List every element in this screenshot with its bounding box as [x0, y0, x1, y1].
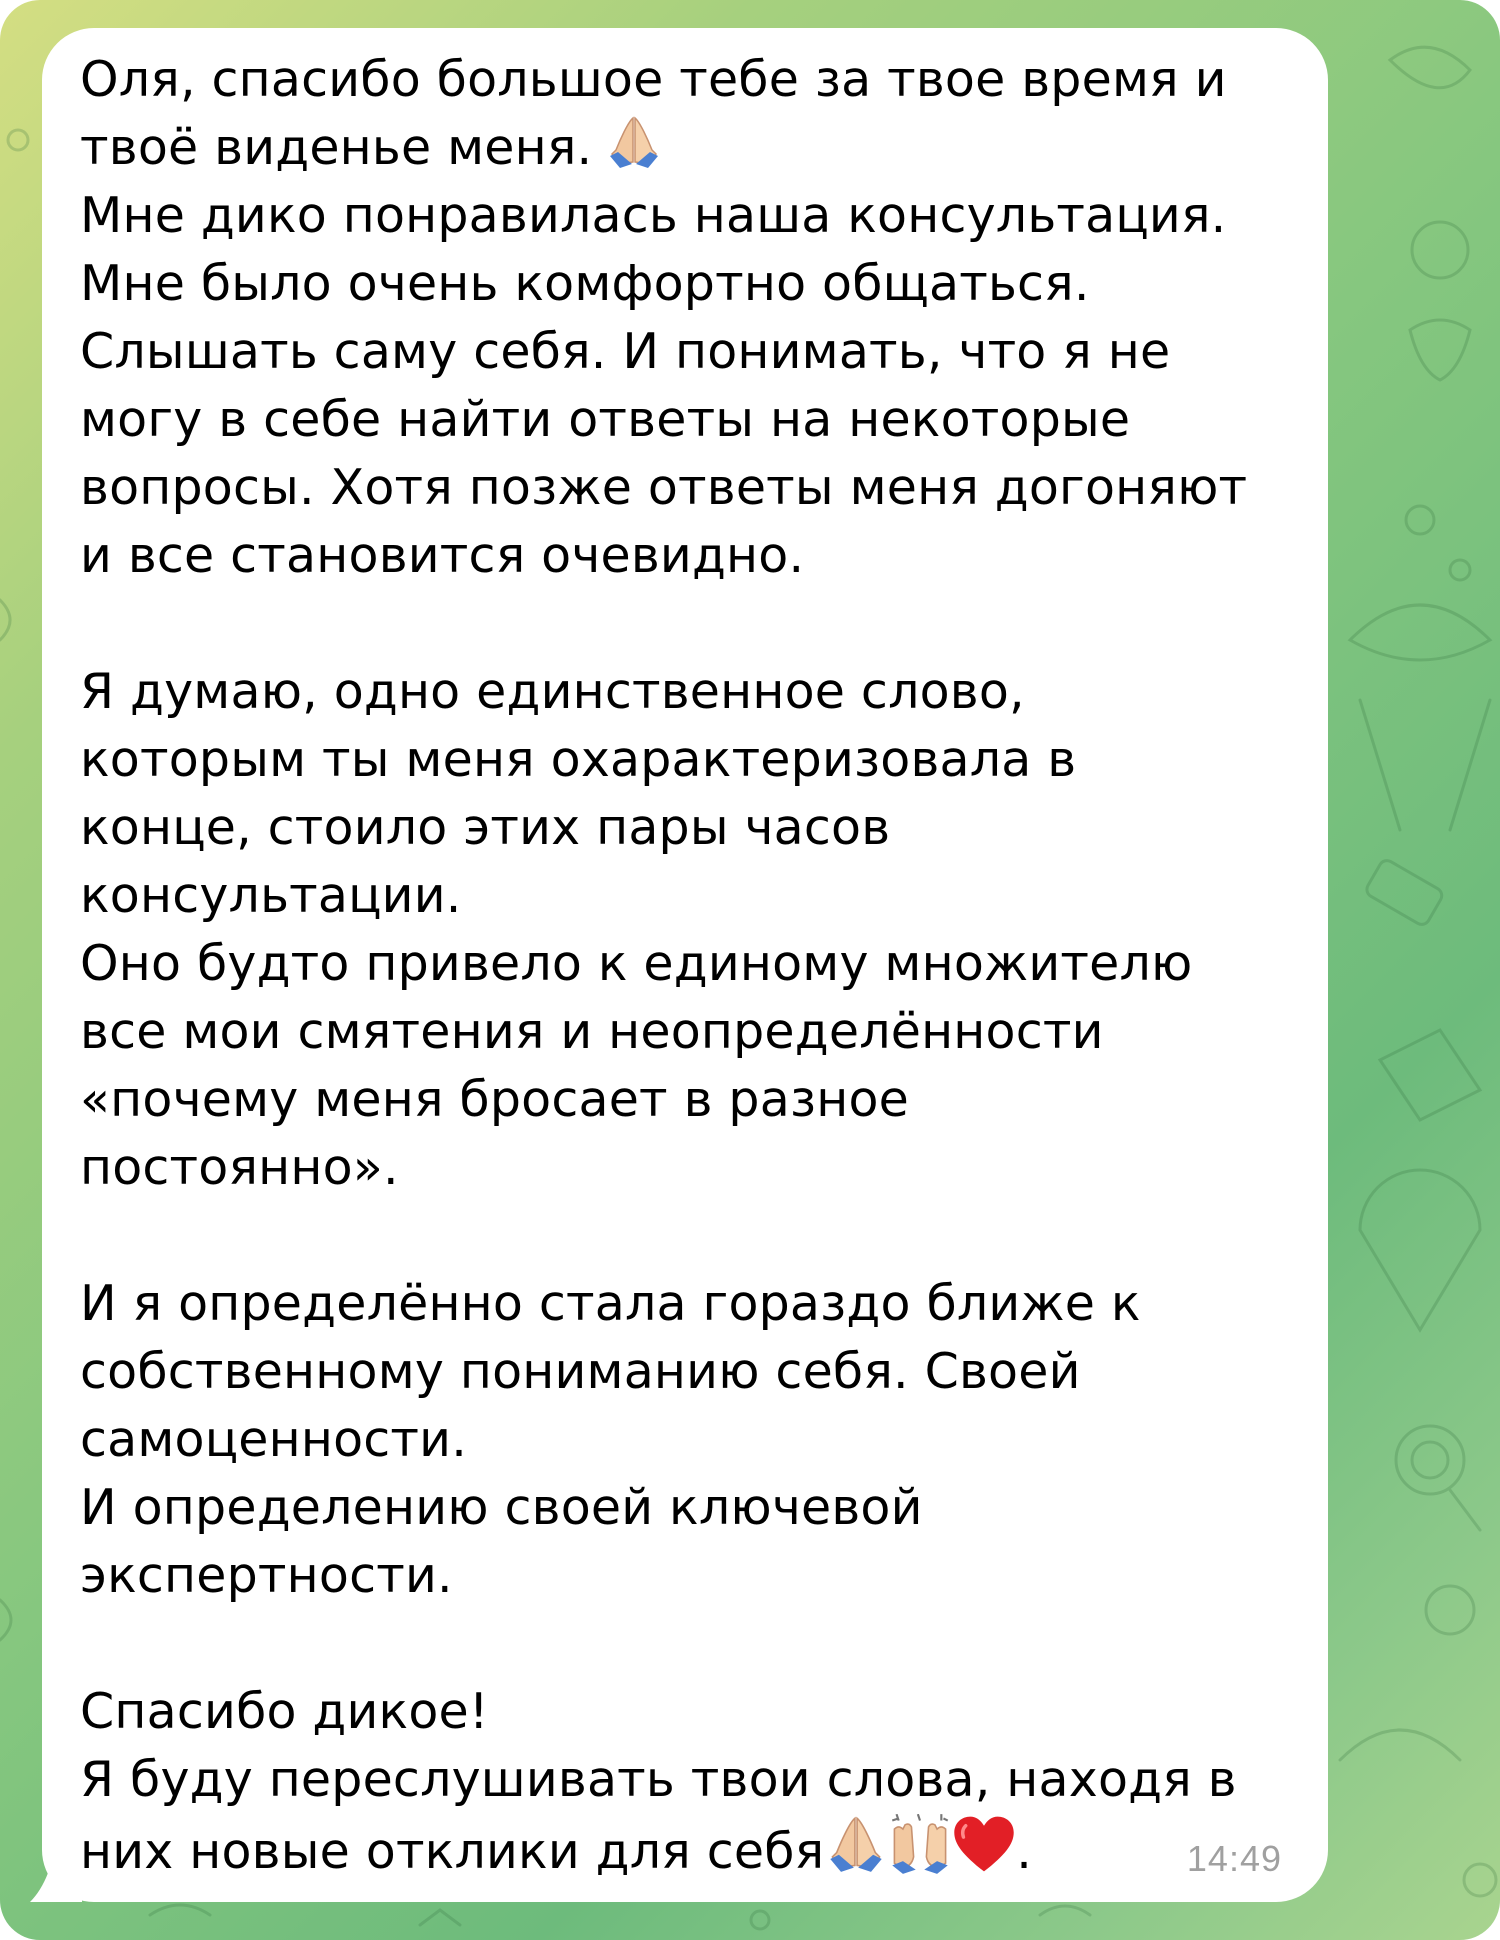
- message-line: постоянно».: [80, 1139, 399, 1196]
- paragraph-gap: [80, 1610, 1310, 1678]
- message-time: 14:49: [1186, 1838, 1282, 1879]
- message-line: «почему меня бросает в разное: [80, 1071, 909, 1128]
- message-line: Оля, спасибо большое тебе за твое время и: [80, 51, 1227, 108]
- red-heart-icon: [952, 1814, 1016, 1874]
- message-line: все мои смятения и неопределённости: [80, 1003, 1104, 1060]
- message-line: конце, стоило этих пары часов: [80, 799, 891, 856]
- message-line: И определению своей ключевой: [80, 1479, 923, 1536]
- message-line: Я буду переслушивать твои слова, находя в: [80, 1751, 1237, 1808]
- paragraph-gap: [80, 1202, 1310, 1270]
- message-line: собственному пониманию себя. Своей: [80, 1343, 1081, 1400]
- folded-hands-icon: [608, 114, 660, 170]
- message-line: них новые отклики для себя .: [80, 1814, 1310, 1882]
- folded-hands-icon: [824, 1814, 888, 1874]
- message-line: И я определённо стала гораздо ближе к: [80, 1275, 1141, 1332]
- message-line: Мне было очень комфортно общаться.: [80, 255, 1090, 312]
- message-line: и все становится очевидно.: [80, 527, 805, 584]
- message-line: консультации.: [80, 867, 462, 924]
- message-text: [80, 46, 1310, 1882]
- message-bubble[interactable]: [42, 28, 1328, 1902]
- message-line: Я думаю, одно единственное слово,: [80, 663, 1025, 720]
- message-line: твоё виденье меня.: [80, 114, 1310, 182]
- message-line: Слышать саму себя. И понимать, что я не: [80, 323, 1171, 380]
- message-line: самоценности.: [80, 1411, 467, 1468]
- message-line: вопросы. Хотя позже ответы меня догоняют: [80, 459, 1248, 516]
- message-line: Мне дико понравилась наша консультация.: [80, 187, 1227, 244]
- message-line: Спасибо дикое!: [80, 1683, 489, 1740]
- message-line: которым ты меня охарактеризовала в: [80, 731, 1077, 788]
- paragraph-gap: [80, 590, 1310, 658]
- message-line: экспертности.: [80, 1547, 453, 1604]
- message-line: Оно будто привело к единому множителю: [80, 935, 1193, 992]
- raising-hands-icon: [888, 1814, 952, 1874]
- message-line: могу в себе найти ответы на некоторые: [80, 391, 1131, 448]
